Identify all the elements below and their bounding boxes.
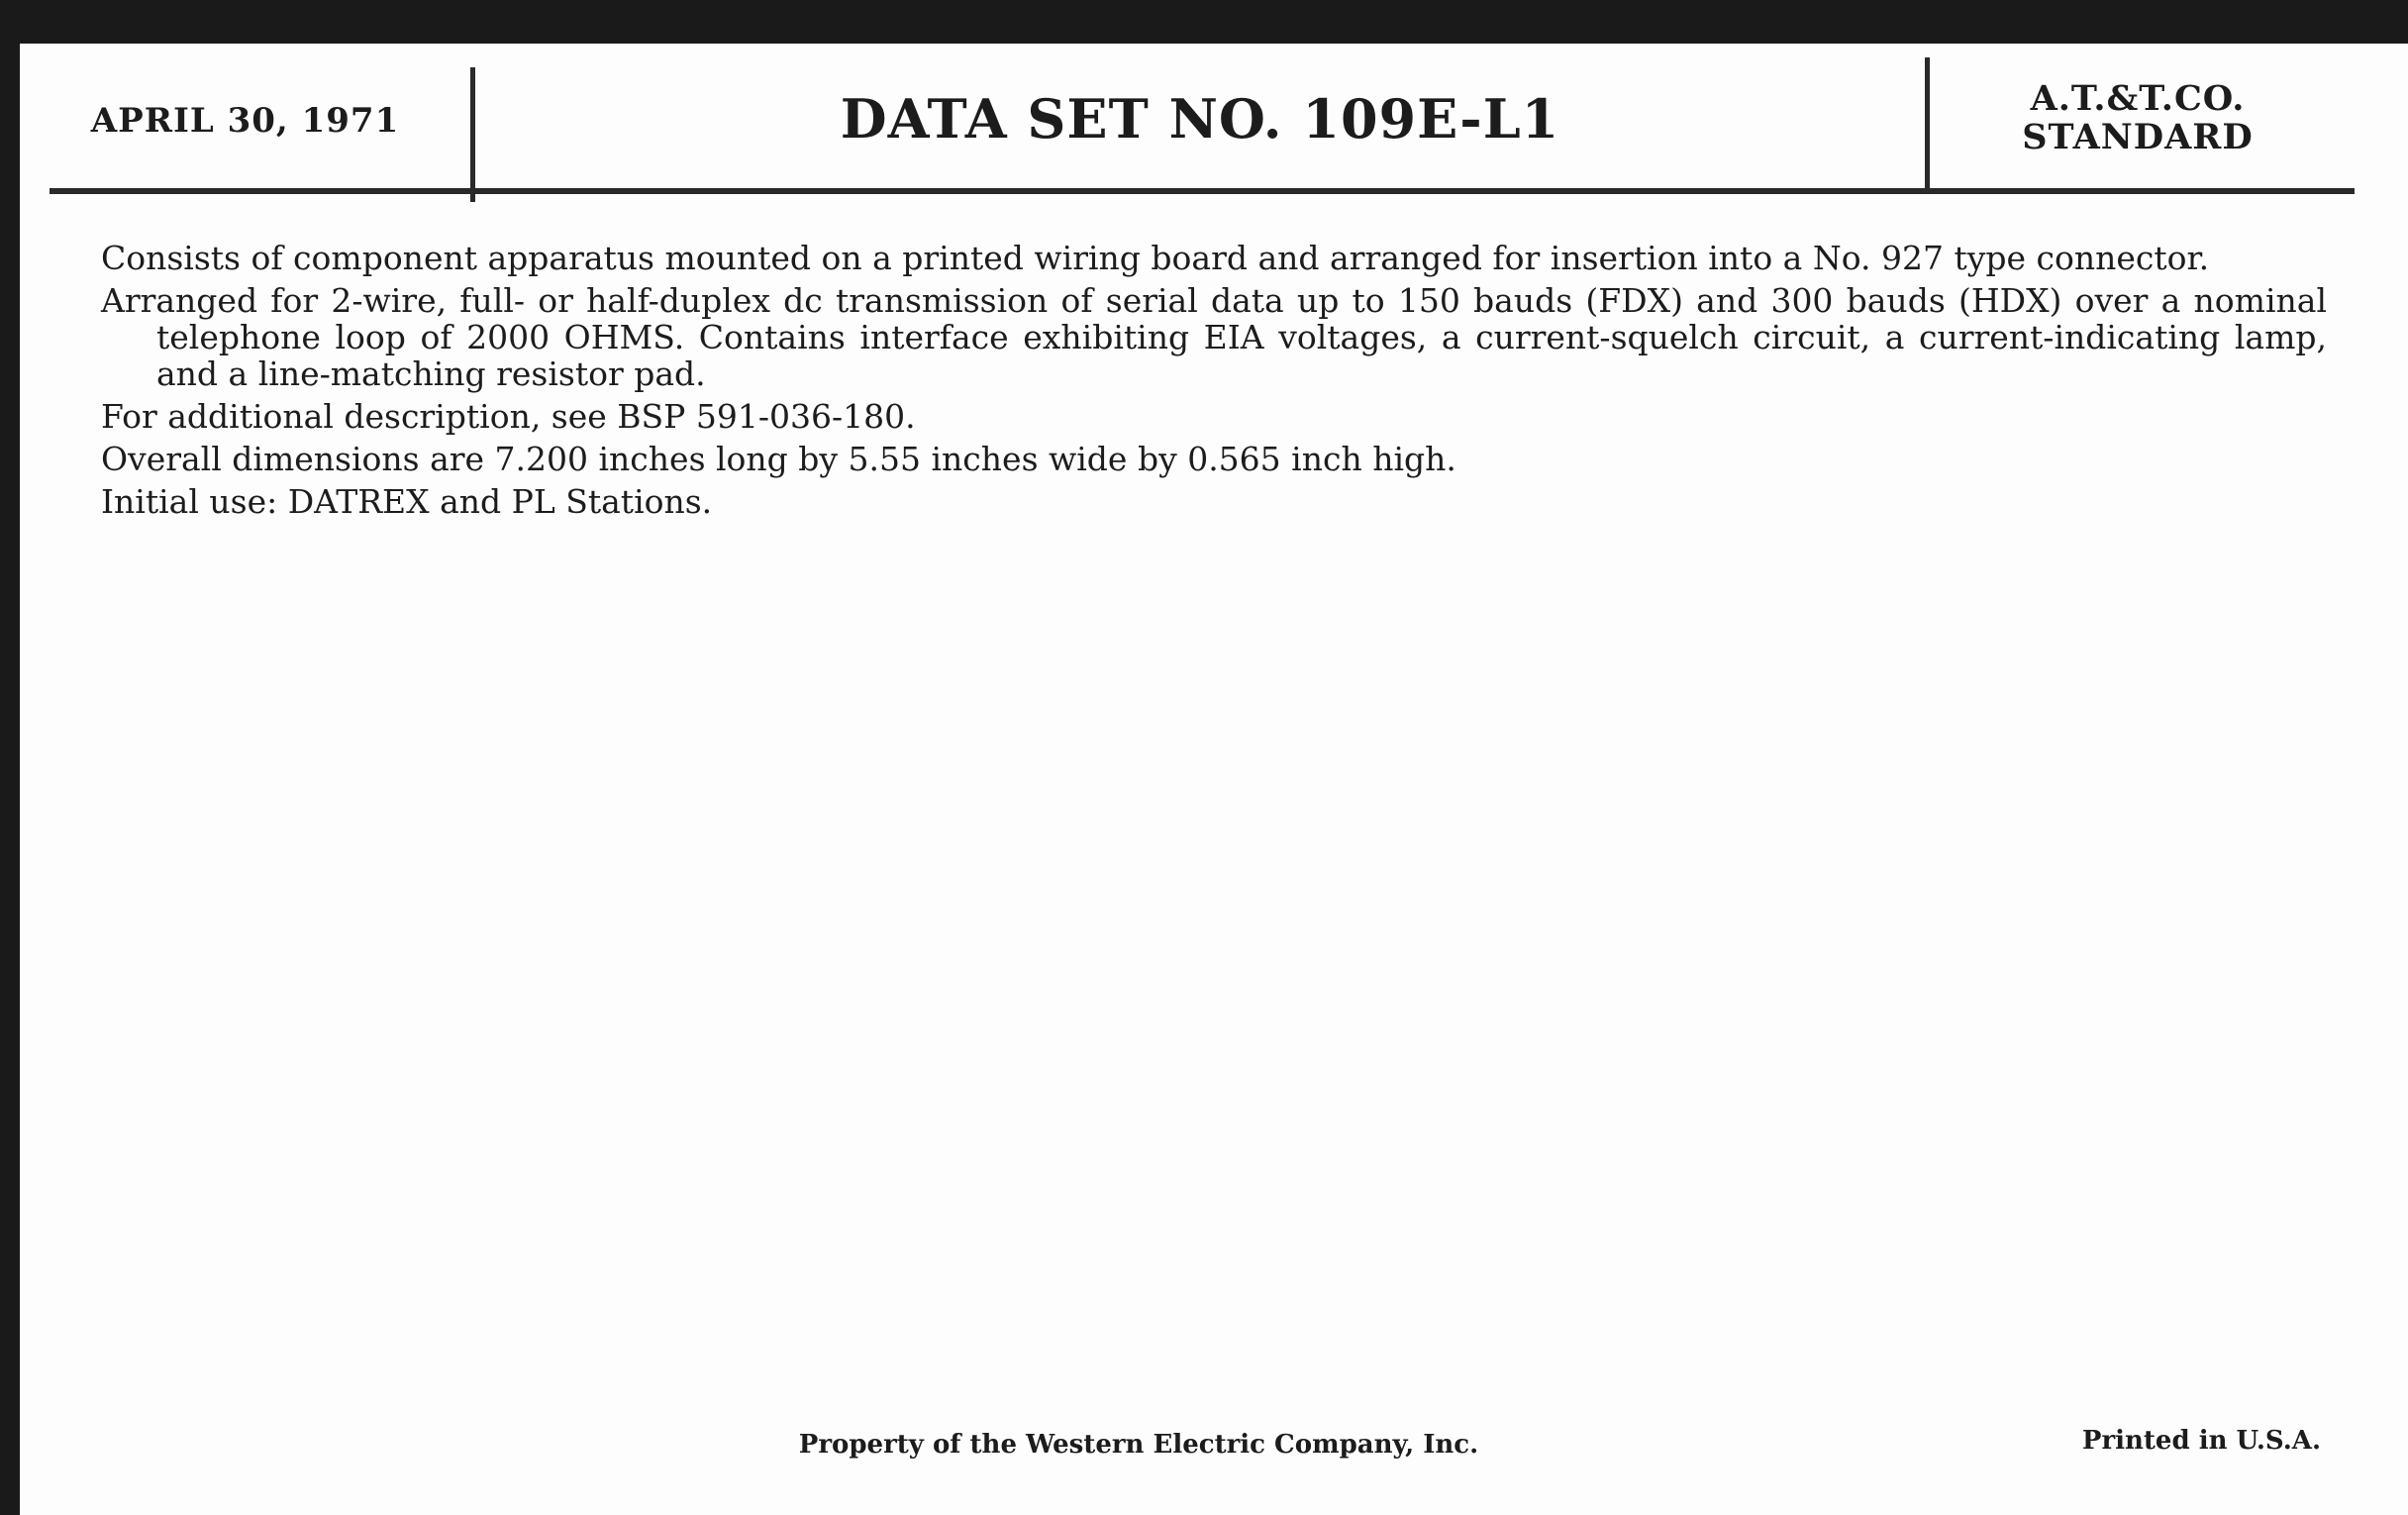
paragraph-reference: For additional description, see BSP 591-036-180. xyxy=(101,397,916,436)
header-rule xyxy=(50,188,2355,194)
footer-property: Property of the Western Electric Company, Inc. xyxy=(798,1430,1479,1460)
paragraph-transmission: Arranged for 2-wire, full- or half-duplex dc transmission of serial data up to 150 bauds (FDX) and 300 bauds (HDX) over a nominal telephone loop of 2000 OHMS. Contains interface exhibiting EIA voltages, a current-squelch circuit, a current-indicating lamp, and a line-matching resistor pad. xyxy=(101,281,2327,393)
paragraph-composition: Consists of component apparatus mounted on a printed wiring board and arranged for insertion into a No. 927 type connector. xyxy=(101,239,2210,277)
paragraph-initial-use: Initial use: DATREX and PL Stations. xyxy=(101,482,713,521)
standard-label xyxy=(1930,79,2346,156)
standard-line-1: A.T.&T.CO. xyxy=(2030,78,2246,119)
header xyxy=(20,44,2408,202)
issue-date: APRIL 30, 1971 xyxy=(90,101,400,141)
paragraph-dimensions: Overall dimensions are 7.200 inches long by 5.55 inches wide by 0.565 inch high. xyxy=(101,440,1456,478)
document-card xyxy=(20,44,2408,1515)
description-body xyxy=(101,240,2327,526)
page-title: DATA SET NO. 109E-L1 xyxy=(840,87,1560,151)
footer-printed: Printed in U.S.A. xyxy=(2081,1426,2321,1456)
standard-line-2: STANDARD xyxy=(2022,117,2254,157)
